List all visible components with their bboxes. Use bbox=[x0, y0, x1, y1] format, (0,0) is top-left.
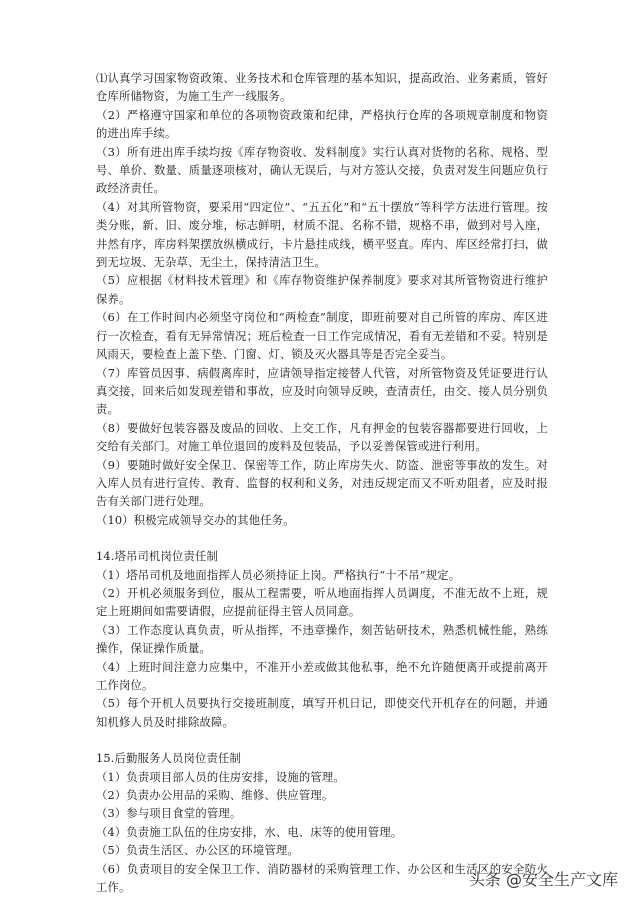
list-item: ⑴认真学习国家物资政策、业务技术和仓库管理的基本知识，提高政治、业务素质，管好仓库所储物资，为施工生产一线服务。 bbox=[96, 72, 548, 104]
list-item: （3）工作态度认真负责，听从指挥，不违章操作，刻苦钻研技术，熟悉机械性能，熟练操作，保证操作质量。 bbox=[96, 623, 548, 656]
section-title: 15.后勤服务人员岗位责任制 bbox=[96, 752, 242, 766]
list-item: （4）对其所管物资，要采用“四定位”、“五五化”和“五十摆放”等科学方法进行管理。按类分账，新、旧、废分堆，标志鲜明，材质不混、名称不错，规格不串，做到对号入座，井然有序，库房料架摆放纵横成行，卡片悬挂成线，横平竖直。库内、库区经常打扫，做到无垃圾、无杂草、无尘土，保持清洁卫生。 bbox=[96, 200, 548, 270]
list-item: （2）开机必须服务到位，服从工程需要，听从地面指挥人员调度，不准无故不上班，规定上班期间如需要请假，应提前征得主管人员同意。 bbox=[96, 586, 548, 619]
list-item: （2）严格遵守国家和单位的各项物资政策和纪律，严格执行仓库的各项规章制度和物资的进出库手续。 bbox=[96, 108, 548, 141]
list-item: （6）负责项目的安全保卫工作、消防器材的采购管理工作、办公区和生活区的安全防火工作。 bbox=[96, 862, 548, 895]
document-body bbox=[96, 70, 548, 897]
list-item: （2）负责办公用品的采购、维修、供应管理。 bbox=[96, 789, 334, 803]
list-item: （7）库管员因事、病假离库时，应请领导指定接替人代管，对所管物资及凭证要进行认真交接，回来后如发现差错和事故，应及时向领导反映，查清责任，由交、接人员分别负责。 bbox=[96, 366, 548, 417]
source-watermark: 头条 @安全生产文库 bbox=[468, 870, 618, 889]
list-item: （1）塔吊司机及地面指挥人员必须持证上岗。严格执行“十不吊”规定。 bbox=[96, 568, 461, 582]
list-item: （5）每个开机人员要执行交接班制度，填写开机日记，即使交代开机存在的问题，并通知机修人员及时排除故障。 bbox=[96, 697, 548, 729]
list-item: （5）负责生活区、办公区的环境管理。 bbox=[96, 844, 299, 858]
section-title: 14.塔吊司机岗位责任制 bbox=[96, 550, 219, 564]
tower-crane-section bbox=[96, 548, 548, 732]
list-item: （6）在工作时间内必须坚守岗位和“两检查”制度，即班前要对自己所管的库房、库区进行一次检查，看有无异常情况；班后检查一日工作完成情况，看有无差错和不妥。特别是风雨天，要检查上盖下垫、门窗、灯、锁及灭火器具等是否完全妥当。 bbox=[96, 311, 548, 362]
list-item: （4）负责施工队伍的住房安排，水、电、床等的使用管理。 bbox=[96, 825, 403, 839]
list-item: （1）负责项目部人员的住房安排，设施的管理。 bbox=[96, 770, 345, 784]
list-item: （3）参与项目食堂的管理。 bbox=[96, 807, 242, 821]
list-item: （4）上班时间注意力应集中，不准开小差或做其他私事，绝不允许随便离开或提前离开工作岗位。 bbox=[96, 660, 548, 692]
list-item: （8）要做好包装容器及废品的回收、上交工作，凡有押金的包装容器都要进行回收，上交给有关部门。对施工单位退回的废料及包装品，予以妥善保管或进行利用。 bbox=[96, 421, 548, 454]
warehouse-duties-list bbox=[96, 70, 548, 530]
list-item: （5）应根据《材料技术管理》和《库存物资维护保养制度》要求对其所管物资进行维护保养。 bbox=[96, 274, 548, 306]
list-item: （3）所有进出库手续均按《库存物资收、发料制度》实行认真对货物的名称、规格、型号、单价、数量、质量逐项核对，确认无误后，与对方签认交接，负责对发生问题应负行政经济责任。 bbox=[96, 145, 548, 196]
list-item: （10）积极完成领导交办的其他任务。 bbox=[96, 513, 295, 527]
list-item: （9）要随时做好安全保卫、保密等工作，防止库房失火、防盗、泄密等事故的发生。对入库人员有进行宣传、教育、监督的权利和义务，对违反规定而又不听劝阻者，应及时报告有关部门进行处理。 bbox=[96, 458, 548, 509]
